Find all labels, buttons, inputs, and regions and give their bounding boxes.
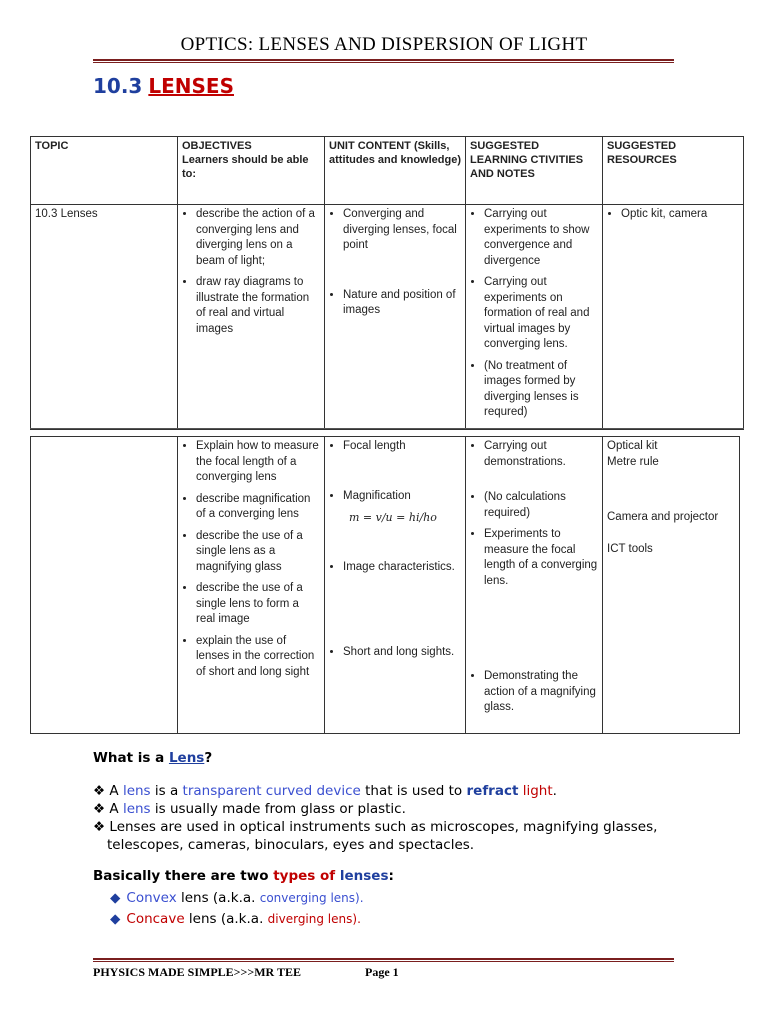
header-rule-thin [93, 62, 674, 63]
lens-type-item [110, 911, 361, 927]
lens-type-aka: converging lens [259, 891, 356, 905]
activity-item: • Carrying out experiments on formation of real and virtual images by converging lens. [484, 275, 598, 353]
lens-type-item [110, 890, 364, 906]
diamond-icon: ◆ [110, 890, 121, 906]
col-unit-content: UNIT CONTENT (Skills, attitudes and knowledge) [325, 137, 466, 205]
magnification-formula: m = v/u = hi/ho [349, 511, 437, 524]
lens-type-aka: diverging lens [267, 912, 353, 926]
content-item: • Short and long sights. [343, 645, 461, 661]
objective-item: • draw ray diagrams to illustrate the formation of real and virtual images [196, 275, 320, 337]
what-is-suffix: ? [204, 750, 213, 766]
text: . [552, 783, 557, 799]
resource-item: Camera and projector [607, 511, 719, 523]
lens-term: lens [122, 801, 151, 817]
row1-content [325, 205, 466, 430]
objective-item: • describe the use of a single lens to form a real image [196, 581, 320, 628]
row2-resources [603, 437, 740, 734]
row2-content [325, 437, 466, 734]
objective-item: • describe the use of a single lens as a magnifying glass [196, 529, 320, 576]
diamond-bullet-icon: ❖ [93, 801, 110, 817]
col-objectives-sub: Learners should be able to: [182, 154, 309, 180]
objective-item: • Explain how to measure the focal length of a converging lens [196, 439, 320, 486]
activity-item: • Carrying out experiments to show convergence and divergence [484, 207, 598, 269]
row2-activities [466, 437, 603, 734]
text: Lenses are used in optical instruments such as microscopes, magnifying glasses, [109, 819, 658, 835]
text: A [109, 783, 123, 799]
text: is a [150, 783, 183, 799]
text: lens (a.k.a. [184, 911, 268, 927]
content-item: • Magnification [343, 489, 461, 505]
what-is-prefix: What is a [93, 750, 169, 766]
resource-item: • Optic kit, camera [621, 207, 739, 223]
text: is usually made from glass or plastic. [150, 801, 406, 817]
text: lens (a.k.a. [176, 890, 260, 906]
text: ). [355, 891, 364, 905]
content-item: • Focal length [343, 439, 461, 455]
row2-topic [31, 437, 178, 734]
syllabus-table-top [30, 136, 744, 426]
what-is-heading [93, 750, 212, 766]
footer-rule [93, 958, 674, 960]
row1-topic: 10.3 Lenses [31, 205, 178, 430]
lens-type-name: Concave [126, 911, 185, 927]
text: ). [352, 912, 361, 926]
resource-item: Optical kit [607, 440, 658, 452]
activity-item: • Carrying out demonstrations. [484, 439, 598, 470]
diamond-icon: ◆ [110, 911, 121, 927]
col-objectives [178, 137, 325, 205]
bullet-item [93, 818, 657, 836]
section-number: 10.3 [93, 74, 143, 98]
diamond-bullet-icon: ❖ [93, 783, 110, 799]
light-term: light [522, 783, 553, 799]
resource-item: Metre rule [607, 455, 659, 468]
text: that is used to [360, 783, 467, 799]
bullet-continuation: telescopes, cameras, binoculars, eyes and spectacles. [107, 837, 475, 853]
row1-objectives [178, 205, 325, 430]
objective-item: • explain the use of lenses in the correction of short and long sight [196, 634, 320, 681]
refract-term: refract [466, 783, 519, 799]
activity-item: • Experiments to measure the focal length of a converging lens. [484, 527, 598, 589]
content-item: • Converging and diverging lenses, focal point [343, 207, 461, 254]
row1-activities [466, 205, 603, 430]
row1-resources [603, 205, 744, 430]
bullet-item [93, 800, 406, 818]
text: : [388, 868, 394, 884]
col-objectives-title: OBJECTIVES [182, 140, 252, 152]
objective-item: • describe the action of a converging lens and diverging lens on a beam of light; [196, 207, 320, 269]
row2-objectives [178, 437, 325, 734]
page-header-title: OPTICS: LENSES AND DISPERSION OF LIGHT [180, 34, 588, 55]
activity-item: • (No treatment of images formed by diverging lenses is requred) [484, 359, 598, 421]
what-is-lens-link: Lens [168, 750, 205, 766]
text: Basically there are two [93, 868, 274, 884]
types-heading [93, 868, 394, 884]
col-resources: SUGGESTED RESOURCES [603, 137, 744, 205]
resource-item: ICT tools [607, 542, 653, 555]
objective-item: • describe magnification of a converging lens [196, 492, 320, 523]
text: A [109, 801, 123, 817]
footer-author: PHYSICS MADE SIMPLE>>>MR TEE [93, 965, 301, 979]
syllabus-table-bottom [30, 436, 740, 734]
lens-term: lens [122, 783, 151, 799]
content-item: • Image characteristics. [343, 560, 461, 576]
section-heading [93, 74, 234, 98]
footer-page-number: Page 1 [365, 965, 399, 979]
header-rule [93, 59, 674, 61]
lenses-term: lenses [339, 868, 389, 884]
bullet-item [93, 782, 557, 800]
lens-type-name: Convex [126, 890, 177, 906]
col-activities: SUGGESTED LEARNING CTIVITIES AND NOTES [466, 137, 603, 205]
diamond-bullet-icon: ❖ [93, 819, 110, 835]
activity-item: • Demonstrating the action of a magnifying glass. [484, 669, 598, 716]
content-item: • Nature and position of images [343, 288, 461, 319]
types-term: types of [273, 868, 336, 884]
footer-rule-thin [93, 961, 674, 962]
col-topic: TOPIC [31, 137, 178, 205]
device-term: transparent curved device [182, 783, 361, 799]
section-title: LENSES [148, 74, 234, 98]
activity-item: • (No calculations required) [484, 490, 598, 521]
